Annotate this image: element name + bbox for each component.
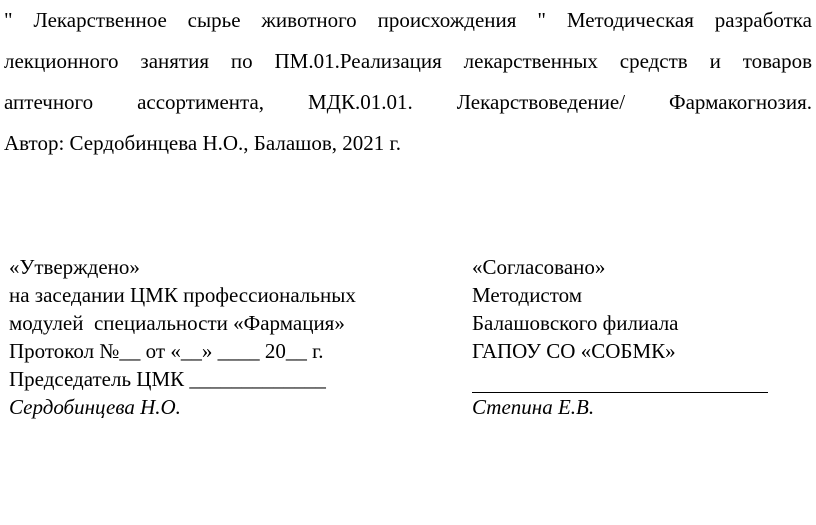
approved-line-1: на заседании ЦМК профессиональных (9, 283, 356, 307)
approved-protocol: Протокол №__ от «__» ____ 20__ г. (9, 339, 324, 363)
approved-block (9, 253, 449, 421)
approved-line-2: модулей специальности «Фармация» (9, 311, 345, 335)
agreed-signature-line (472, 365, 768, 393)
header-line-3: аптечного ассортимента, МДК.01.01. Лекарствоведение/ Фармакогнозия. (4, 90, 812, 114)
approved-chair: Председатель ЦМК _____________ (9, 367, 326, 391)
agreed-title: «Согласовано» (472, 255, 606, 279)
approved-title: «Утверждено» (9, 255, 140, 279)
agreed-block (472, 253, 802, 421)
agreed-line-2: Балашовского филиала (472, 311, 679, 335)
agreed-line-1: Методистом (472, 283, 583, 307)
header-line-4: Автор: Сердобинцева Н.О., Балашов, 2021 г. (4, 131, 401, 155)
agreed-line-3: ГАПОУ СО «СОБМК» (472, 339, 676, 363)
agreed-signer: Степина Е.В. (472, 395, 595, 419)
approved-signer: Сердобинцева Н.О. (9, 395, 181, 419)
document-header (4, 0, 812, 164)
header-line-1: " Лекарственное сырье животного происхождения " Методическая разработка (4, 8, 812, 32)
header-line-2: лекционного занятия по ПМ.01.Реализация лекарственных средств и товаров (4, 49, 812, 73)
